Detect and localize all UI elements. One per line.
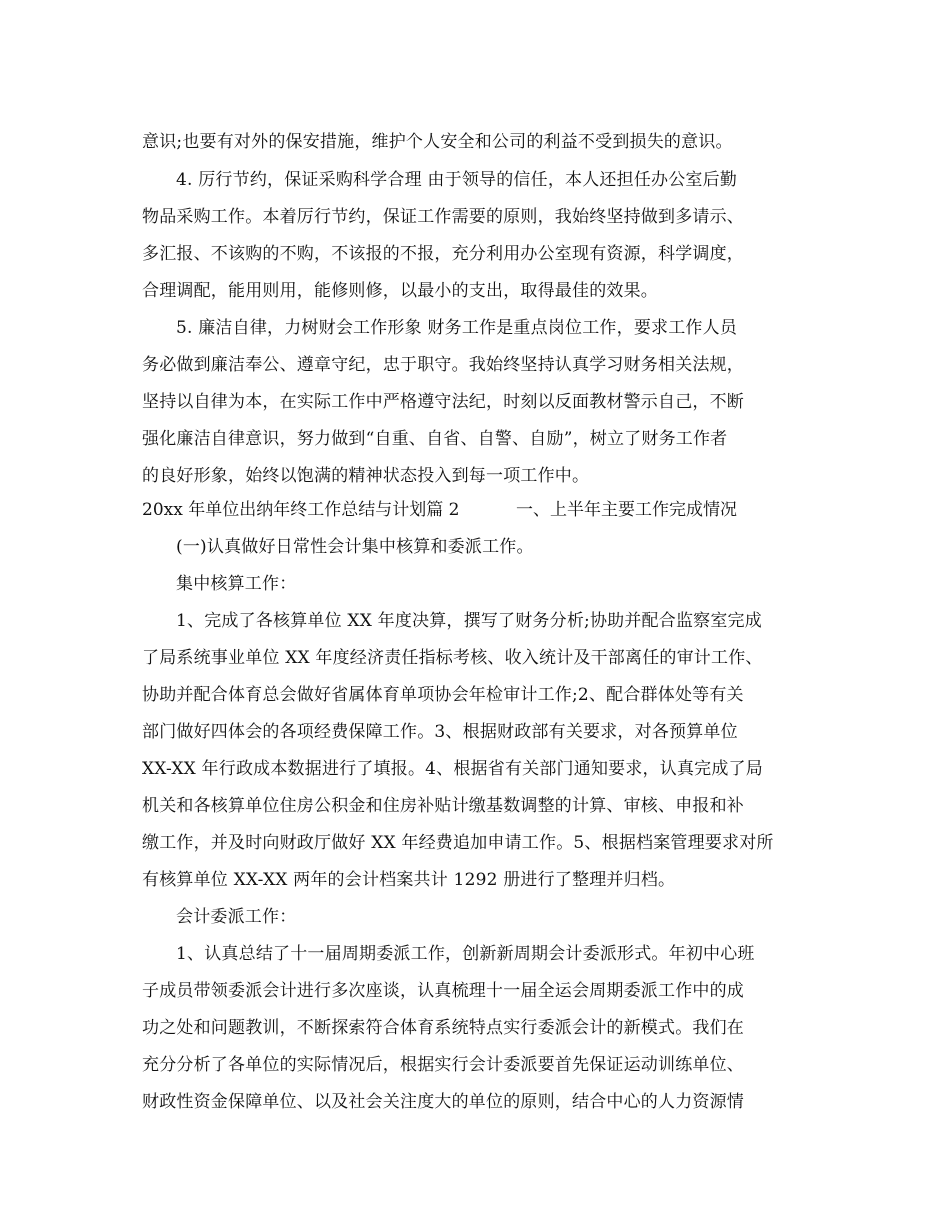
- text-line: 会计委派工作：: [176, 907, 297, 927]
- text-line: 1、认真总结了十一届周期委派工作，创新新周期会计委派形式。年初中心班: [176, 944, 755, 964]
- text-line: 功之处和问题教训，不断探索符合体育系统特点实行委派会计的新模式。我们在: [142, 1018, 744, 1038]
- text-line: 强化廉洁自律意识，努力做到“自重、自省、自警、自励”，树立了财务工作者: [142, 429, 728, 449]
- text-line: 充分分析了各单位的实际情况后，根据实行会计委派要首先保证运动训练单位、: [142, 1055, 744, 1075]
- text-line: 务必做到廉洁奉公、遵章守纪，忠于职守。我始终坚持认真学习财务相关法规，: [142, 355, 744, 375]
- text-line: 的良好形象，始终以饱满的精神状态投入到每一项工作中。: [142, 466, 590, 486]
- text-line: 机关和各核算单位住房公积金和住房补贴计缴基数调整的计算、审核、申报和补: [142, 796, 744, 816]
- text-line: 协助并配合体育总会做好省属体育单项协会年检审计工作;2、配合群体处等有关: [142, 685, 744, 705]
- section-subtitle: 一、上半年主要工作完成情况: [516, 500, 737, 520]
- text-line: 财政性资金保障单位、以及社会关注度大的单位的原则，结合中心的人力资源情: [142, 1092, 744, 1112]
- text-line: 4. 厉行节约，保证采购科学合理 由于领导的信任，本人还担任办公室后勤: [176, 170, 738, 190]
- text-line: 了局系统事业单位 XX 年度经济责任指标考核、收入统计及干部离任的审计工作、: [142, 648, 763, 668]
- text-line: (一)认真做好日常性会计集中核算和委派工作。: [176, 537, 534, 557]
- text-line: 集中核算工作：: [176, 574, 297, 594]
- text-line: 1、完成了各核算单位 XX 年度决算，撰写了财务分析;协助并配合监察室完成: [176, 611, 762, 631]
- text-line: 子成员带领委派会计进行多次座谈，认真梳理十一届全运会周期委派工作中的成: [142, 981, 744, 1001]
- text-line: 多汇报、不该购的不购，不该报的不报，充分利用办公室现有资源，科学调度，: [142, 244, 744, 264]
- section-title: 20xx 年单位出纳年终工作总结与计划篇 2: [142, 500, 460, 520]
- text-line: 有核算单位 XX-XX 两年的会计档案共计 1292 册进行了整理并归档。: [142, 870, 676, 890]
- text-line: 部门做好四体会的各项经费保障工作。3、根据财政部有关要求，对各预算单位: [142, 722, 738, 742]
- text-line: 坚持以自律为本，在实际工作中严格遵守法纪，时刻以反面教材警示自己，不断: [142, 392, 744, 412]
- text-line: 合理调配，能用则用，能修则修，以最小的支出，取得最佳的效果。: [142, 281, 658, 301]
- text-line: 物品采购工作。本着厉行节约，保证工作需要的原则，我始终坚持做到多请示、: [142, 207, 744, 227]
- text-line: XX-XX 年行政成本数据进行了填报。4、根据省有关部门通知要求，认真完成了局: [142, 759, 763, 779]
- text-line: 5. 廉洁自律，力树财会工作形象 财务工作是重点岗位工作，要求工作人员: [176, 318, 738, 338]
- text-line: 缴工作，并及时向财政厅做好 XX 年经费追加申请工作。5、根据档案管理要求对所: [142, 833, 774, 853]
- text-line: 意识;也要有对外的保安措施，维护个人安全和公司的利益不受到损失的意识。: [142, 132, 733, 152]
